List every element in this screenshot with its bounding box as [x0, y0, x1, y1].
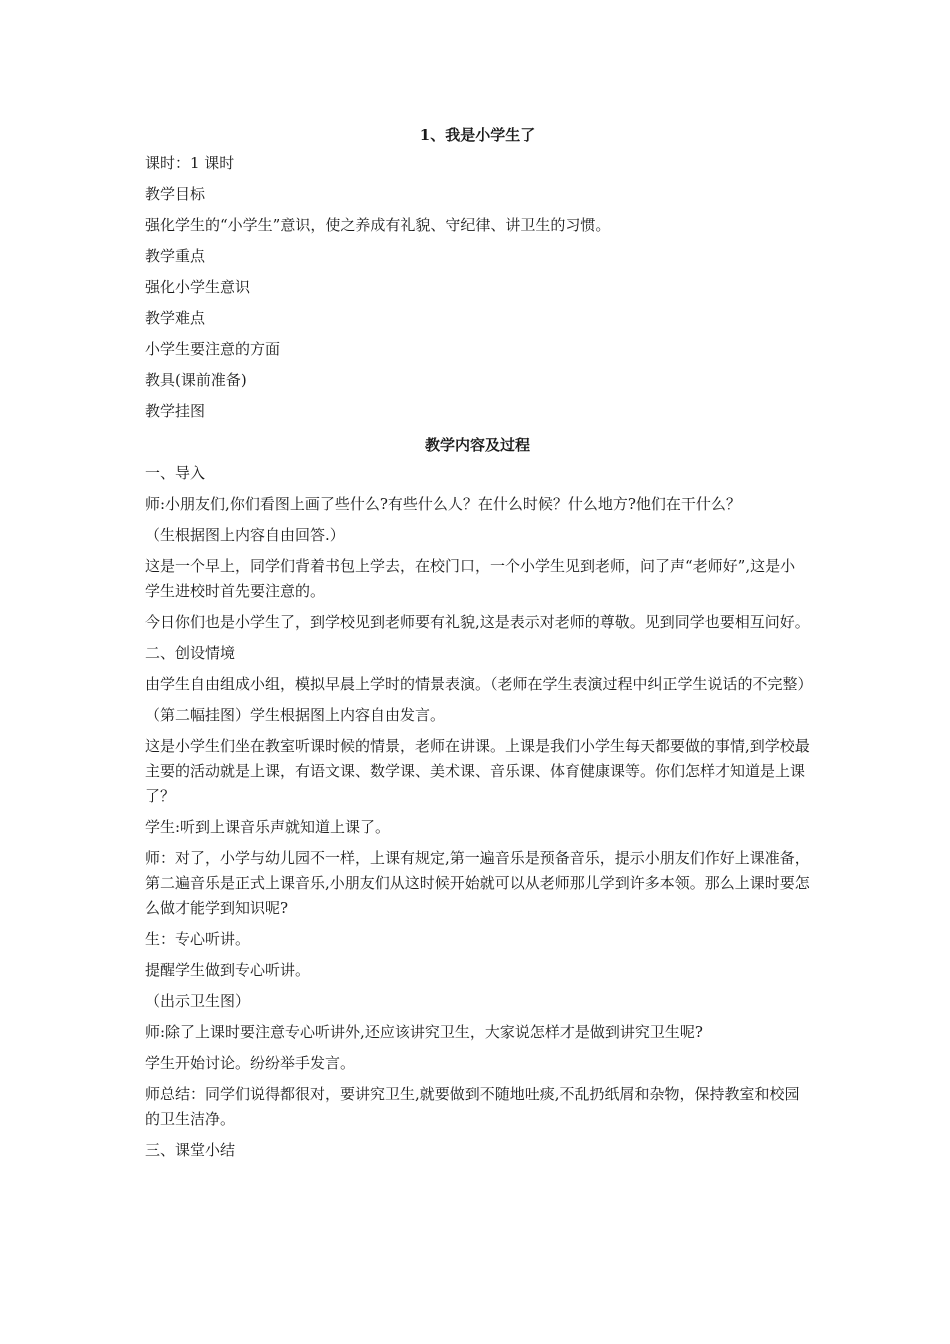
section-title: 教学内容及过程 — [424, 436, 530, 454]
paragraph: （生根据图上内容自由回答.） — [145, 526, 345, 544]
paragraph: 师:除了上课时要注意专心听讲外,还应该讲究卫生，大家说怎样才是做到讲究卫生呢? — [145, 1023, 703, 1041]
paragraph: 一、导入 — [145, 464, 206, 482]
paragraph: 这是小学生们坐在教室听课时候的情景，老师在讲课。上课是我们小学生每天都要做的事情,到学校最主要的活动就是上课，有语文课、数学课、美术课、音乐课、体育健康课等。你们怎样才知道是上课了？ — [145, 737, 810, 805]
paragraph: 学生:听到上课音乐声就知道上课了。 — [145, 818, 391, 836]
paragraph: 教学重点 — [145, 247, 206, 265]
paragraph: 提醒学生做到专心听讲。 — [145, 961, 311, 979]
paragraph: 强化小学生意识 — [145, 278, 251, 296]
paragraph: 小学生要注意的方面 — [145, 340, 281, 358]
paragraph: 强化学生的“小学生”意识，使之养成有礼貌、守纪律、讲卫生的习惯。 — [145, 216, 611, 234]
document-title: 1、我是小学生了 — [419, 126, 536, 144]
paragraph: 教学挂图 — [145, 402, 206, 420]
paragraph: （第二幅挂图）学生根据图上内容自由发言。 — [145, 706, 446, 724]
paragraph: 今日你们也是小学生了，到学校见到老师要有礼貌,这是表示对老师的尊敬。见到同学也要相互问好。 — [145, 613, 810, 631]
paragraph: 生：专心听讲。 — [145, 930, 251, 948]
paragraph: 教学目标 — [145, 185, 206, 203]
paragraph: 二、创设情境 — [145, 644, 236, 662]
paragraph: 由学生自由组成小组，模拟早晨上学时的情景表演。（老师在学生表演过程中纠正学生说话的不完整） — [145, 675, 813, 693]
paragraph: 三、课堂小结 — [145, 1141, 236, 1159]
paragraph: 师:小朋友们,你们看图上画了些什么?有些什么人？在什么时候？什么地方?他们在干什么？ — [145, 495, 741, 513]
paragraph: 这是一个早上，同学们背着书包上学去，在校门口，一个小学生见到老师，问了声“老师好”,这是小学生进校时首先要注意的。 — [145, 557, 796, 600]
paragraph: 学生开始讨论。纷纷举手发言。 — [145, 1054, 356, 1072]
paragraph: 教学难点 — [145, 309, 206, 327]
document-page — [145, 120, 813, 1169]
paragraph: 课时：1 课时 — [145, 154, 235, 172]
paragraph: （出示卫生图） — [145, 992, 251, 1010]
paragraph: 师总结：同学们说得都很对，要讲究卫生,就要做到不随地吐痰,不乱扔纸屑和杂物，保持教室和校园的卫生洁净。 — [145, 1085, 800, 1128]
paragraph: 师：对了，小学与幼儿园不一样，上课有规定,第一遍音乐是预备音乐，提示小朋友们作好上课准备，第二遍音乐是正式上课音乐,小朋友们从这时候开始就可以从老师那儿学到许多本领。那么上课时要怎么做才能学到知识呢? — [145, 849, 810, 917]
paragraph: 教具(课前准备) — [145, 371, 247, 389]
